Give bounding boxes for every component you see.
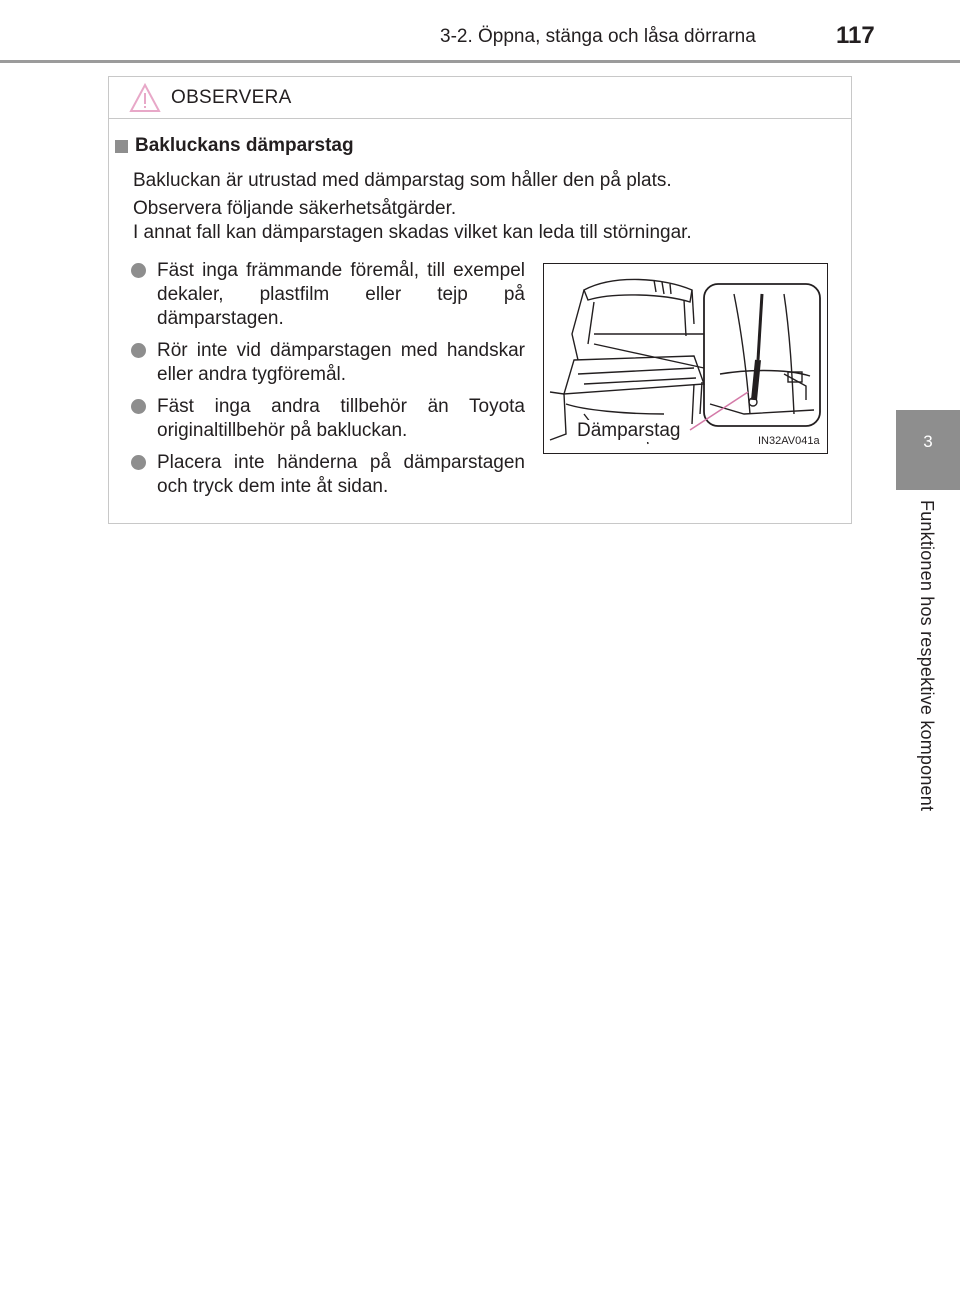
list-item-text: Rör inte vid dämparstagen med handskar eller andra tygföremål. xyxy=(157,340,525,385)
figure-code: IN32AV041a xyxy=(758,435,820,447)
paragraph: I annat fall kan dämparstagen skadas vilket kan leda till störningar. xyxy=(133,222,692,243)
caution-box xyxy=(108,76,852,524)
header-title: 3-2. Öppna, stänga och låsa dörrarna xyxy=(440,26,756,47)
bullet-dot-icon xyxy=(131,399,146,414)
section-title: Bakluckans dämparstag xyxy=(135,135,354,156)
figure-label: Dämparstag xyxy=(577,420,681,441)
chapter-label xyxy=(896,500,960,850)
square-bullet-icon xyxy=(115,140,128,153)
bullet-dot-icon xyxy=(131,343,146,358)
page-number: 117 xyxy=(836,22,875,49)
bullet-dot-icon xyxy=(131,455,146,470)
bullet-list xyxy=(131,259,525,507)
caution-title: OBSERVERA xyxy=(171,87,292,108)
chapter-title: Funktionen hos respektive komponent xyxy=(917,500,937,812)
list-item xyxy=(131,339,525,387)
list-item xyxy=(131,451,525,499)
list-item xyxy=(131,395,525,443)
chapter-tab xyxy=(896,410,960,490)
list-item-text: Placera inte händerna på dämparstagen och tryck dem inte åt sidan. xyxy=(157,452,525,497)
bullet-dot-icon xyxy=(131,263,146,278)
list-item xyxy=(131,259,525,331)
paragraph: Bakluckan är utrustad med dämparstag som håller den på plats. xyxy=(133,170,672,191)
damper-illustration xyxy=(543,263,828,454)
list-item-text: Fäst inga främmande föremål, till exempel dekaler, plastfilm eller tejp på dämparstagen. xyxy=(157,260,525,329)
paragraph: Observera följande säkerhetsåtgärder. xyxy=(133,198,457,219)
warning-triangle-icon xyxy=(129,83,161,113)
header-divider xyxy=(0,60,960,63)
caution-header xyxy=(109,77,851,119)
chapter-number: 3 xyxy=(923,432,933,451)
list-item-text: Fäst inga andra tillbehör än Toyota originaltillbehör på bakluckan. xyxy=(157,396,525,441)
